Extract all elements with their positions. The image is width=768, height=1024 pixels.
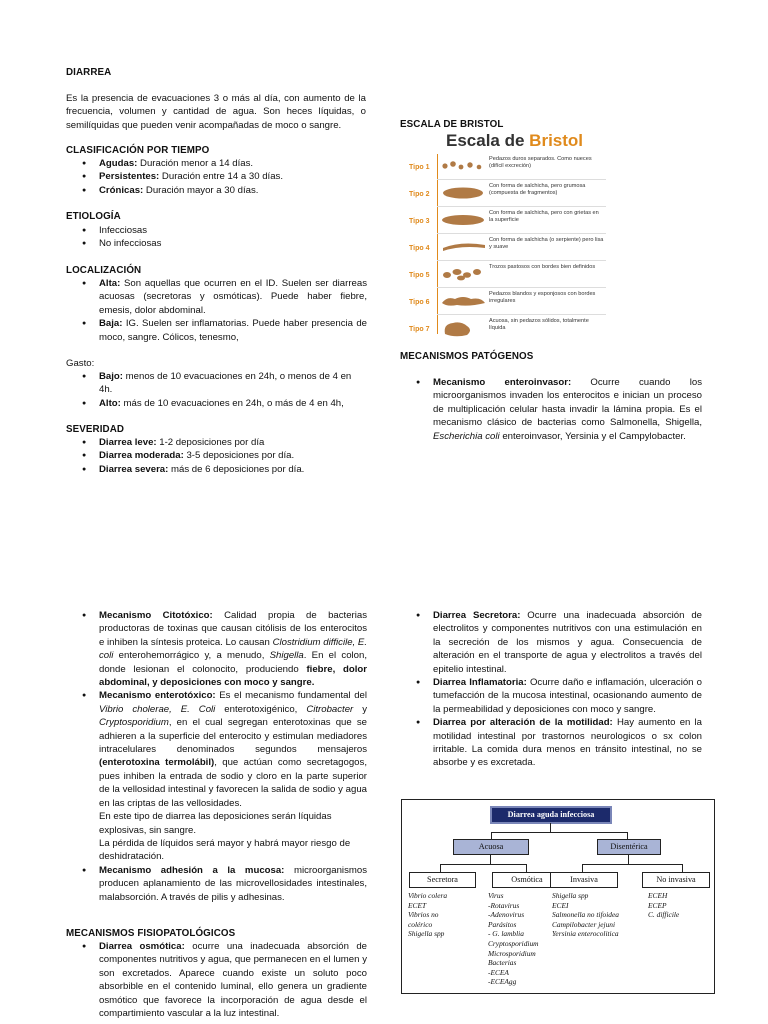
diagram-connector <box>490 855 491 864</box>
clasificacion-title: CLASIFICACIÓN POR TIEMPO <box>66 145 210 156</box>
diagram-no-invasiva-list <box>648 891 708 920</box>
list-item: ● Diarrea osmótica: ocurre una inadecuada absorción de componentes nutritivos y agua, que permanecen en el lumen y son excretados. Aparece cuando existe un soluto poco absorbible en el contenido luminal, ello genera un gradiente osmótico que favorece la incorporación de agua desde el compartimiento vascular a la luz intestinal. <box>66 940 367 1020</box>
diagram-list-item: -Rotavirus <box>488 900 520 910</box>
diagram-secretora-list <box>408 891 478 939</box>
list-item: ● Persistentes: Duración entre 14 a 30 días. <box>66 170 366 183</box>
list-item: ● Bajo: menos de 10 evacuaciones en 24h, o menos de 4 en 4h. <box>66 370 367 397</box>
stool-shape-icon <box>439 158 487 176</box>
bristol-row <box>401 207 606 234</box>
fisiopatologicos-list-1 <box>66 940 367 1020</box>
stool-shape-icon <box>439 266 487 284</box>
diagram-connector <box>550 823 551 832</box>
bristol-row <box>401 234 606 261</box>
bristol-desc: Con forma de salchicha (o serpiente) pero lisa y suave <box>489 237 604 250</box>
stool-shape-icon <box>439 185 487 203</box>
severidad-title: SEVERIDAD <box>66 424 125 435</box>
diagram-list-item: Yersinia enterocolitica <box>552 929 619 939</box>
list-item: ● Diarrea Secretora: Ocurre una inadecuada absorción de electrolitos y componentes nutritivos con una estimulación en la secreción de los mismos y agua. Consecuencia de alteración en el transporte de agua y electrolitos a través del epitelio intestinal. <box>400 609 702 676</box>
diagram-list-item: Cryptosporidium <box>488 938 539 948</box>
localizacion-title: LOCALIZACIÓN <box>66 265 142 276</box>
bristol-desc: Con forma de salchicha, pero con grietas en la superficie <box>489 210 599 223</box>
list-item: ● Diarrea severa: más de 6 deposiciones por día. <box>66 463 367 476</box>
diagram-list-item: colérico <box>408 919 433 929</box>
list-item: ● Crónicas: Duración mayor a 30 días. <box>66 184 366 197</box>
bristol-tipo: Tipo 4 <box>409 245 430 252</box>
diagram-list-item: ECET <box>408 900 427 910</box>
bristol-tipo: Tipo 7 <box>409 326 430 333</box>
mecanismos-list-1 <box>400 376 702 443</box>
diagram-connector <box>582 864 682 865</box>
bristol-row <box>401 261 606 288</box>
diagram-list-item: Shigella spp <box>408 929 445 939</box>
etiologia-list <box>66 224 366 251</box>
bristol-row <box>401 315 606 342</box>
list-item: ● Mecanismo enterotóxico: Es el mecanismo fundamental del Vibrio cholerae, E. Coli enterotoxigénico, Citrobacter y Cryptosporidium, en el cual segregan enterotoxinas que se adhieren a la superficie del enterocito y estimulan mediadores intracelulares denominados segundos mensajeros (enterotoxina termolábil), que actúan como secretagogos, pues inhiben la entrada de sodio y cloro en la parte superior de la vellosidad intestinal y favorecen la salida de sodio y agua en las criptas de las vellosidades. En este tipo de diarrea las deposiciones serán líquidas explosivas, sin sangre. La pérdida de líquidos será mayor y habrá mayor riesgo de deshidratación. <box>66 689 367 863</box>
diarrea-aguda-diagram <box>401 799 715 994</box>
bristol-row <box>401 288 606 315</box>
diagram-connector <box>491 832 492 839</box>
diagram-connector <box>440 864 441 872</box>
diagram-connector <box>440 864 526 865</box>
diagram-list-item: -Adenovirus <box>488 910 525 920</box>
mecanismos-title: MECANISMOS PATÓGENOS <box>400 351 534 362</box>
diagram-list-item: ECEP <box>648 900 667 910</box>
diagram-list-item: Bacterias <box>488 958 517 968</box>
list-item: ● No infecciosas <box>66 237 366 250</box>
bristol-tipo: Tipo 5 <box>409 272 430 279</box>
diagram-connector <box>627 832 628 839</box>
stool-shape-icon <box>439 212 487 230</box>
bristol-tipo: Tipo 1 <box>409 164 430 171</box>
diagram-invasiva: Invasiva <box>550 872 618 888</box>
bristol-tipo: Tipo 3 <box>409 218 430 225</box>
diarrea-definition: Es la presencia de evacuaciones 3 o más al día, con aumento de la frecuencia, volumen y cantidad de agua. Son heces líquidas, o semilíquidas que pueden venir acompañadas de moco o sangre. <box>66 93 366 131</box>
diagram-list-item: - G. lamblia <box>488 929 524 939</box>
diagram-list-item: Shigella spp <box>552 891 589 900</box>
fisiopatologicos-title: MECANISMOS FISIOPATOLÓGICOS <box>66 928 236 939</box>
diagram-list-item: C. difficile <box>648 910 680 920</box>
list-item: ● Alta: Son aquellas que ocurren en el ID. Suelen ser diarreas acuosas (secretoras y osmóticas). Puede haber fiebre, emesis, dolor abdominal. <box>66 277 367 317</box>
stool-shape-icon <box>439 320 487 338</box>
bristol-tipo: Tipo 2 <box>409 191 430 198</box>
bristol-desc: Trozos pastosos con bordes bien definidos <box>489 264 596 270</box>
list-item: ● Mecanismo adhesión a la mucosa: microorganismos producen aplanamiento de las microvellosidades intestinales, malabsorción. A través de pilis y adhesinas. <box>66 864 367 904</box>
bristol-title: Escala de Bristol <box>446 131 584 150</box>
fisiopatologicos-list-2 <box>400 609 702 770</box>
diagram-list-item: -ECEAgg <box>488 977 517 987</box>
bristol-desc: Pedazos duros separados. Como nueces (difícil excreción) <box>489 156 592 169</box>
diarrea-title: DIARREA <box>66 67 112 78</box>
stool-shape-icon <box>439 239 487 257</box>
list-item: ● Baja: IG. Suelen ser inflamatorias. Puede haber presencia de moco, sangre. Cólicos, tenesmo, <box>66 317 367 344</box>
diagram-list-item: ECEH <box>648 891 668 900</box>
list-item: ● Diarrea por alteración de la motilidad: Hay aumento en la motilidad intestinal por trastornos neurologicos o sx colon irritable. La comida dura menos en tránsito intestinal, no se absorbe y es excretada. <box>400 716 702 770</box>
diagram-no-invasiva: No invasiva <box>642 872 710 888</box>
list-item: ● Agudas: Duración menor a 14 días. <box>66 157 366 170</box>
diagram-disenterica: Disentérica <box>597 839 661 855</box>
diagram-list-item: Virus <box>488 891 504 900</box>
diagram-root: Diarrea aguda infecciosa <box>490 806 612 824</box>
diagram-list-item: -ECEA <box>488 967 509 977</box>
diagram-connector <box>682 864 683 872</box>
bristol-desc: Acuosa, sin pedazos sólidos, totalmente líquida <box>489 318 589 331</box>
bristol-scale-figure <box>401 132 606 335</box>
bristol-row <box>401 153 606 180</box>
list-item: ● Diarrea Inflamatoria: Ocurre daño e inflamación, ulceración o tumefacción de la mucosa intestinal, ocasionando aumento de la permeabilidad y deposiciones con moco y sangre. <box>400 676 702 716</box>
localizacion-list <box>66 277 367 344</box>
list-item: ● Diarrea leve: 1-2 deposiciones por día <box>66 436 367 449</box>
diagram-list-item: Vibrio colera <box>408 891 448 900</box>
diagram-list-item: Parásitos <box>488 919 517 929</box>
bristol-tipo: Tipo 6 <box>409 299 430 306</box>
diagram-secretora: Secretora <box>409 872 476 888</box>
diagram-osmotica-list <box>488 891 558 987</box>
diagram-invasiva-list <box>552 891 648 939</box>
diagram-list-item: ECEI <box>552 900 569 910</box>
diagram-list-item: Vibrios no <box>408 910 439 920</box>
diagram-connector <box>526 864 527 872</box>
gasto-list <box>66 370 367 410</box>
bristol-desc: Pedazos blandos y esponjosos con bordes irregulares <box>489 291 596 304</box>
etiologia-title: ETIOLOGÍA <box>66 211 121 222</box>
severidad-list <box>66 436 367 476</box>
list-item: ● Alto: más de 10 evacuaciones en 24h, o más de 4 en 4h, <box>66 397 367 410</box>
diagram-list-item: Campilobacter jejuni <box>552 919 616 929</box>
diagram-connector <box>628 855 629 864</box>
diagram-list-item: Salmonella no tifoidea <box>552 910 619 920</box>
diagram-connector <box>491 832 627 833</box>
diagram-connector <box>582 864 583 872</box>
mecanismos-list-2 <box>66 609 367 904</box>
bristol-desc: Con forma de salchicha, pero grumosa (compuesta de fragmentos) <box>489 183 586 196</box>
bristol-row <box>401 180 606 207</box>
stool-shape-icon <box>439 293 487 311</box>
clasificacion-list <box>66 157 366 197</box>
list-item: ● Mecanismo Citotóxico: Calidad propia de bacterias productoras de toxinas que causan citólisis de los enterocitos e inhiben la síntesis proteica. Lo causan Clostridium difficile, E. coli enterohemorrágico y, a menudo, Shigella. En el colon, donde lesionan el colonocito, produciendo fiebre, dolor abdominal, y deposiciones con moco y sangre. <box>66 609 367 689</box>
gasto-title: Gasto: <box>66 358 95 369</box>
bristol-heading: ESCALA DE BRISTOL <box>400 119 504 130</box>
list-item: ● Mecanismo enteroinvasor: Ocurre cuando los microorganismos invaden los enterocitos e inician un proceso de multiplicación celular hasta invadir la lámina propia. Es el mecanismo clásico de bacterias como Salmonella, Shigella, Escherichia coli enteroinvasor, Yersinia y el Campylobacter. <box>400 376 702 443</box>
diagram-osmotica: Osmótica <box>492 872 562 888</box>
list-item: ● Diarrea moderada: 3-5 deposiciones por día. <box>66 449 367 462</box>
diagram-list-item: Microsporidium <box>488 948 536 958</box>
list-item: ● Infecciosas <box>66 224 366 237</box>
diagram-acuosa: Acuosa <box>453 839 529 855</box>
